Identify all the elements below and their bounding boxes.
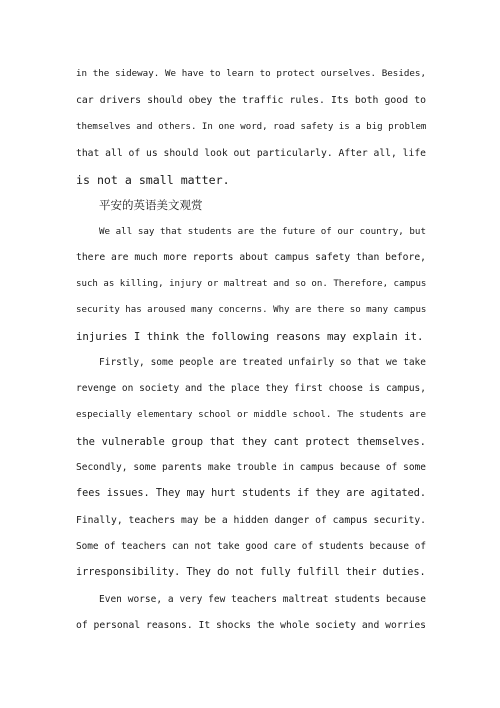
paragraph-1-line-2: car drivers should obey the traffic rules. Its both good to [76, 95, 426, 106]
paragraph-3-line-5: Secondly, some parents make trouble in campus because of some [76, 462, 426, 473]
paragraph-3-line-6: fees issues. They may hurt students if they are agitated. [76, 488, 426, 499]
paragraph-3-line-1: Firstly, some people are treated unfairly so that we take [99, 357, 426, 368]
paragraph-4-line-1: Even worse, a very few teachers maltreat students because [99, 594, 426, 605]
paragraph-2-line-2: there are much more reports about campus safety than before, [76, 252, 426, 263]
paragraph-2-line-4: security has aroused many concerns. Why are there so many campus [76, 305, 427, 315]
paragraph-3-line-9: irresponsibility. They do not fully fulfill their duties. [76, 567, 426, 578]
section-heading: 平安的英语美文观赏 [99, 198, 203, 212]
paragraph-3-line-8: Some of teachers can not take good care of students because of [76, 541, 426, 552]
paragraph-1-line-1: in the sideway. We have to learn to protect ourselves. Besides, [76, 68, 426, 79]
paragraph-3-line-4: the vulnerable group that they cant protect themselves. [76, 436, 426, 448]
paragraph-1-line-3: themselves and others. In one word, road safety is a big problem [76, 122, 427, 132]
paragraph-3-line-3: especially elementary school or middle school. The students are [76, 409, 426, 420]
paragraph-2-line-1: We all say that students are the future of our country, but [99, 226, 426, 237]
paragraph-3-line-7: Finally, teachers may be a hidden danger of campus security. [76, 515, 426, 526]
paragraph-3-line-2: revenge on society and the place they first choose is campus, [76, 383, 426, 394]
paragraph-2-line-5: injuries I think the following reasons may explain it. [76, 330, 424, 343]
paragraph-2-line-3: such as killing, injury or maltreat and so on. Therefore, campus [76, 279, 427, 289]
paragraph-1-line-4: that all of us should look out particularly. After all, life [76, 148, 426, 159]
paragraph-4-line-2: of personal reasons. It shocks the whole society and worries [76, 620, 426, 631]
paragraph-1-line-5: is not a small matter. [76, 173, 230, 187]
